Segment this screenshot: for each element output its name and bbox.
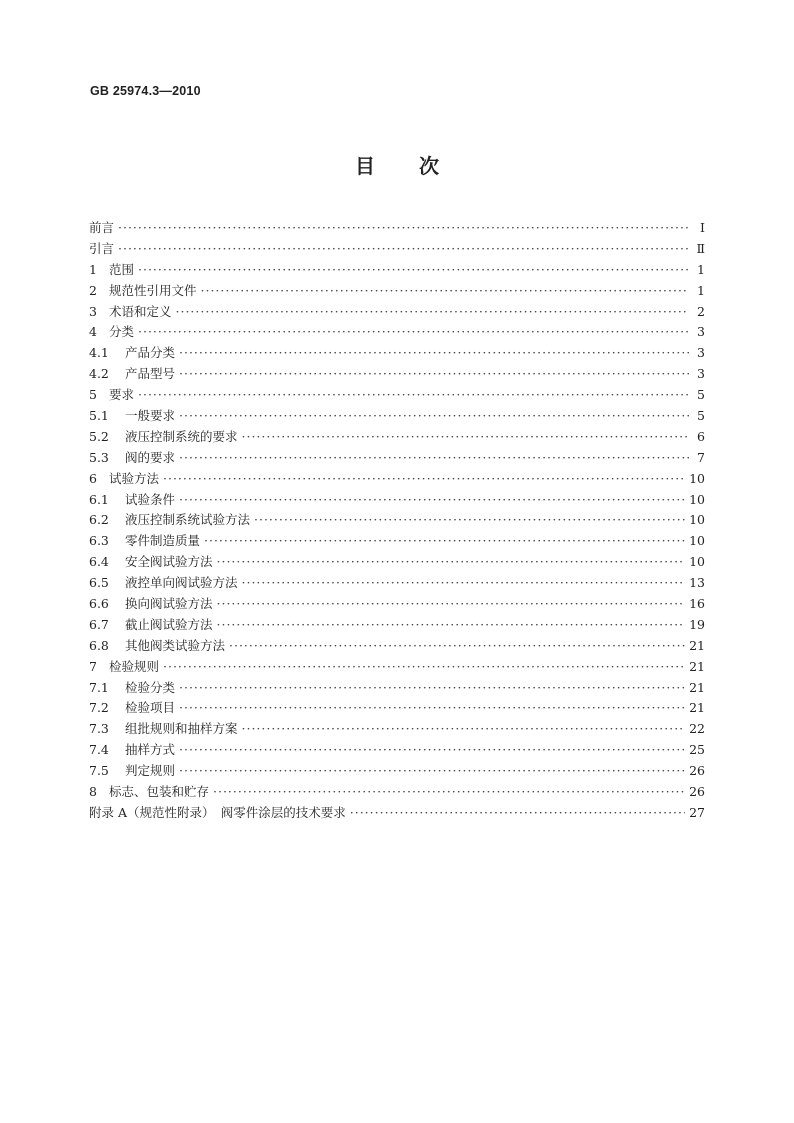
- toc-entry-title: 产品分类: [125, 345, 176, 361]
- toc-entry-title: 检验规则: [109, 658, 160, 674]
- toc-entry-number: 7.2: [89, 700, 109, 716]
- toc-leader-dots: [118, 220, 689, 235]
- toc-entry-title: 一般要求: [125, 408, 176, 424]
- toc-entry-label: [89, 239, 114, 257]
- toc-entry-number: 7.3: [89, 721, 109, 737]
- toc-entry[interactable]: [89, 719, 705, 740]
- toc-entry[interactable]: [89, 803, 705, 824]
- toc-entry[interactable]: [89, 469, 705, 490]
- toc-entry-label: [89, 322, 134, 340]
- toc-entry-number: 7.5: [89, 763, 109, 779]
- toc-entry-label: [89, 469, 159, 487]
- toc-entry-title: 标志、包装和贮存: [109, 784, 210, 800]
- toc-leader-dots: [217, 554, 686, 569]
- toc-entry-page: 21: [689, 658, 705, 674]
- toc-leader-dots: [118, 241, 689, 256]
- toc-entry[interactable]: [89, 281, 705, 302]
- page-title: [0, 150, 794, 179]
- toc-entry-title: 组批规则和抽样方案: [125, 721, 238, 737]
- toc-entry-label: [89, 448, 175, 466]
- toc-entry-title: 液压控制系统试验方法: [125, 512, 251, 528]
- toc-entry-title: 判定规则: [125, 763, 176, 779]
- toc-entry-number: 5: [89, 387, 97, 403]
- toc-entry-label: [89, 573, 238, 591]
- toc-leader-dots: [179, 763, 685, 778]
- toc-leader-dots: [242, 429, 689, 444]
- toc-entry-page: 10: [689, 491, 705, 507]
- toc-entry-title: 抽样方式: [125, 742, 176, 758]
- toc-entry[interactable]: [89, 615, 705, 636]
- toc-entry-page: 5: [697, 408, 705, 424]
- toc-entry-page: 13: [689, 575, 705, 591]
- toc-entry-page: 22: [689, 721, 705, 737]
- toc-leader-dots: [229, 638, 685, 653]
- toc-entry-page: 10: [689, 533, 705, 549]
- toc-entry-number: 6.7: [89, 616, 109, 632]
- toc-entry-label: [89, 636, 225, 654]
- toc-entry-page: 21: [689, 637, 705, 653]
- toc-entry-page: 10: [689, 554, 705, 570]
- toc-leader-dots: [204, 533, 685, 548]
- toc-entry-label: [89, 260, 134, 278]
- table-of-contents: [89, 218, 705, 824]
- toc-entry-title: 检验项目: [125, 700, 176, 716]
- toc-leader-dots: [217, 617, 686, 632]
- toc-entry-page: 2: [697, 303, 705, 319]
- toc-entry-number: 8: [89, 784, 97, 800]
- toc-entry-label: [89, 510, 250, 528]
- toc-entry-title: 液压控制系统的要求: [125, 428, 238, 444]
- toc-leader-dots: [242, 721, 686, 736]
- toc-entry-number: 5.2: [89, 428, 109, 444]
- toc-leader-dots: [179, 450, 689, 465]
- toc-entry-title: 截止阀试验方法: [125, 616, 213, 632]
- toc-leader-dots: [254, 512, 685, 527]
- toc-leader-dots: [163, 471, 685, 486]
- toc-entry-label: [89, 427, 238, 445]
- title-char-1: 目: [355, 154, 375, 178]
- toc-entry[interactable]: [89, 427, 705, 448]
- toc-entry-number: 6.8: [89, 637, 109, 653]
- toc-entry-title: 术语和定义: [109, 303, 172, 319]
- toc-entry-title: 要求: [109, 387, 135, 403]
- toc-entry-page: 21: [689, 700, 705, 716]
- toc-entry[interactable]: [89, 448, 705, 469]
- toc-entry[interactable]: [89, 239, 705, 260]
- toc-entry-label: [89, 698, 175, 716]
- toc-entry-number: 4.1: [89, 345, 109, 361]
- toc-entry-number: 6: [89, 470, 97, 486]
- toc-entry-label: [89, 531, 200, 549]
- toc-entry[interactable]: [89, 698, 705, 719]
- toc-entry-page: 21: [689, 679, 705, 695]
- toc-entry[interactable]: [89, 761, 705, 782]
- toc-entry-page: 16: [689, 596, 705, 612]
- toc-entry-number: 4: [89, 324, 97, 340]
- toc-entry-title: 范围: [109, 261, 135, 277]
- toc-leader-dots: [179, 492, 685, 507]
- toc-entry-page: 1: [697, 261, 705, 277]
- toc-entry-page: 27: [689, 804, 705, 820]
- toc-entry-title: 液控单向阀试验方法: [125, 575, 238, 591]
- toc-entry[interactable]: [89, 510, 705, 531]
- toc-entry-title: 其他阀类试验方法: [125, 637, 226, 653]
- toc-leader-dots: [138, 262, 689, 277]
- toc-entry-page: 26: [689, 784, 705, 800]
- toc-entry-title: 换向阀试验方法: [125, 596, 213, 612]
- toc-entry[interactable]: [89, 364, 705, 385]
- toc-entry-title: 安全阀试验方法: [125, 554, 213, 570]
- toc-entry-title: 前言: [89, 220, 115, 235]
- toc-entry-label: [89, 740, 175, 758]
- toc-entry-number: 4.2: [89, 366, 109, 382]
- toc-leader-dots: [179, 366, 689, 381]
- toc-leader-dots: [242, 575, 686, 590]
- toc-entry-title: 检验分类: [125, 679, 176, 695]
- toc-entry[interactable]: [89, 678, 705, 699]
- toc-entry-number: 6.6: [89, 596, 109, 612]
- toc-leader-dots: [179, 742, 685, 757]
- toc-entry[interactable]: [89, 594, 705, 615]
- toc-leader-dots: [179, 680, 685, 695]
- toc-entry-number: 6.4: [89, 554, 109, 570]
- toc-entry-title: 引言: [89, 240, 115, 256]
- toc-entry-label: [89, 302, 172, 320]
- toc-entry[interactable]: [89, 406, 705, 427]
- toc-entry-page: 10: [689, 512, 705, 528]
- toc-entry-label: [89, 490, 175, 508]
- toc-leader-dots: [201, 283, 689, 298]
- toc-entry-label: [89, 385, 134, 403]
- toc-entry-page: Ⅱ: [696, 240, 705, 256]
- toc-entry-page: 26: [689, 763, 705, 779]
- toc-entry-label: [89, 218, 114, 236]
- title-char-2: 次: [419, 154, 439, 178]
- toc-entry-label: [89, 615, 213, 633]
- toc-entry-label: [89, 406, 175, 424]
- toc-entry-label: [89, 761, 175, 779]
- toc-entry-title: 规范性引用文件: [109, 282, 197, 298]
- toc-entry[interactable]: [89, 552, 705, 573]
- toc-entry-number: 3: [89, 303, 97, 319]
- toc-entry-title: 阀的要求: [125, 449, 176, 465]
- toc-entry[interactable]: [89, 531, 705, 552]
- toc-entry-number: 7.4: [89, 742, 109, 758]
- toc-entry[interactable]: [89, 573, 705, 594]
- toc-entry-title: 附录 A（规范性附录） 阀零件涂层的技术要求: [89, 804, 346, 820]
- toc-entry-number: 7: [89, 658, 97, 674]
- toc-leader-dots: [350, 805, 685, 820]
- toc-entry-page: 3: [697, 366, 705, 382]
- toc-entry-number: 2: [89, 282, 97, 298]
- toc-entry[interactable]: [89, 636, 705, 657]
- toc-entry-label: [89, 552, 213, 570]
- toc-entry-title: 分类: [109, 324, 135, 340]
- toc-leader-dots: [213, 784, 685, 799]
- toc-entry-page: 3: [697, 324, 705, 340]
- toc-entry-number: 5.3: [89, 449, 109, 465]
- toc-leader-dots: [217, 596, 686, 611]
- toc-entry-page: 6: [697, 428, 705, 444]
- toc-entry-label: [89, 343, 175, 361]
- toc-entry-page: Ⅰ: [700, 220, 705, 235]
- toc-entry-page: 1: [697, 282, 705, 298]
- toc-entry-number: 6.1: [89, 491, 109, 507]
- toc-entry-page: 7: [697, 449, 705, 465]
- toc-entry-page: 19: [689, 616, 705, 632]
- toc-entry[interactable]: [89, 740, 705, 761]
- toc-entry-label: [89, 364, 175, 382]
- toc-entry-title: 试验方法: [109, 470, 160, 486]
- toc-entry-number: 6.3: [89, 533, 109, 549]
- toc-entry-label: [89, 782, 209, 800]
- toc-leader-dots: [138, 324, 689, 339]
- toc-leader-dots: [179, 345, 689, 360]
- toc-entry-number: 5.1: [89, 408, 109, 424]
- toc-leader-dots: [176, 304, 689, 319]
- toc-leader-dots: [179, 700, 685, 715]
- toc-entry-page: 25: [689, 742, 705, 758]
- toc-entry-title: 零件制造质量: [125, 533, 201, 549]
- toc-entry-page: 3: [697, 345, 705, 361]
- toc-entry-number: 7.1: [89, 679, 109, 695]
- toc-entry[interactable]: [89, 322, 705, 343]
- toc-entry-number: 1: [89, 261, 97, 277]
- toc-entry[interactable]: [89, 260, 705, 281]
- toc-entry-label: [89, 719, 238, 737]
- toc-entry[interactable]: [89, 218, 705, 239]
- toc-entry-number: 6.2: [89, 512, 109, 528]
- toc-entry[interactable]: [89, 657, 705, 678]
- toc-entry-number: 6.5: [89, 575, 109, 591]
- toc-entry-label: [89, 657, 159, 675]
- toc-entry[interactable]: [89, 782, 705, 803]
- toc-leader-dots: [138, 387, 689, 402]
- toc-entry-label: [89, 594, 213, 612]
- toc-entry[interactable]: [89, 302, 705, 323]
- toc-entry-label: [89, 678, 175, 696]
- toc-entry-label: [89, 803, 346, 821]
- toc-leader-dots: [179, 408, 689, 423]
- toc-entry-page: 10: [689, 470, 705, 486]
- toc-entry[interactable]: [89, 343, 705, 364]
- standard-number: GB 25974.3—2010: [90, 84, 201, 98]
- toc-entry-title: 产品型号: [125, 366, 176, 382]
- toc-entry-page: 5: [697, 387, 705, 403]
- toc-entry-title: 试验条件: [125, 491, 176, 507]
- toc-entry-label: [89, 281, 197, 299]
- toc-leader-dots: [163, 659, 685, 674]
- toc-entry[interactable]: [89, 385, 705, 406]
- toc-entry[interactable]: [89, 490, 705, 511]
